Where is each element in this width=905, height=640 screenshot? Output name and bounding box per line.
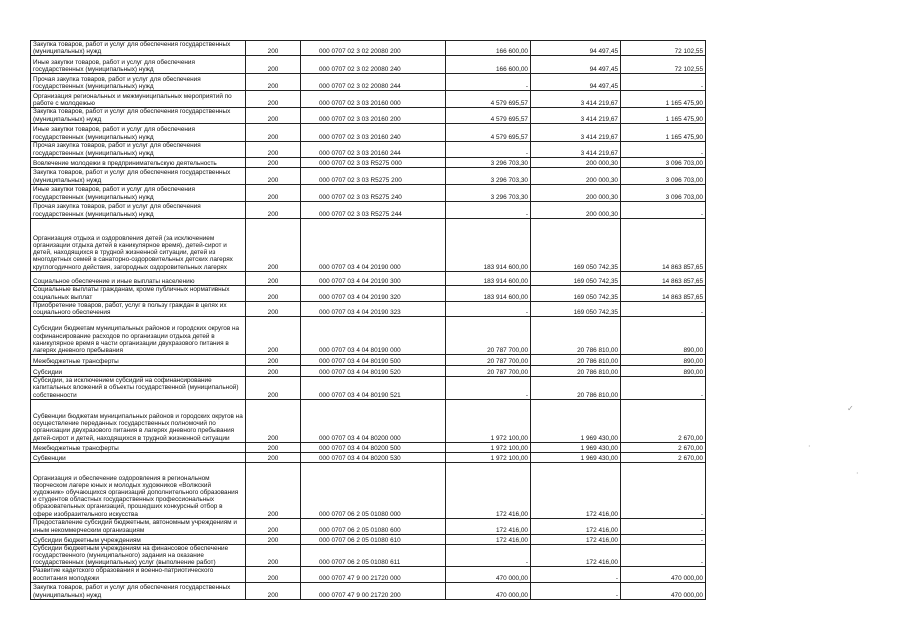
table-body (31, 41, 706, 600)
unexecuted-amount-cell: - (621, 377, 706, 400)
approved-amount-cell: 183 914 600,00 (446, 218, 531, 271)
line-code-cell: 200 (246, 201, 301, 218)
executed-amount-cell: 3 414 219,67 (531, 141, 621, 157)
approved-amount-cell: 172 416,00 (446, 518, 531, 534)
executed-amount-cell: 1 969 430,00 (531, 442, 621, 452)
budget-classification-cell: 000 0707 03 4 04 20190 320 (301, 285, 446, 301)
approved-amount-cell: 3 296 703,30 (446, 157, 531, 167)
row-name-cell: Организация отдыха и оздоровления детей (за исключением организации отдыха детей в каникулярное время), детей-сирот и детей, находящихся в трудной жизненной ситуации, детей из многодетных семей в санаторно-оздоровительных детских лагерях круглогодичного действия, загородных оздоровительных лагерях (31, 218, 246, 271)
unexecuted-amount-cell: - (621, 74, 706, 91)
budget-classification-cell: 000 0707 02 3 03 R5275 244 (301, 201, 446, 218)
approved-amount-cell: - (446, 544, 531, 567)
approved-amount-cell: 20 787 700,00 (446, 317, 531, 355)
unexecuted-amount-cell: 2 670,00 (621, 442, 706, 452)
table-row (31, 123, 706, 141)
approved-amount-cell: 166 600,00 (446, 56, 531, 74)
approved-amount-cell: 4 579 695,57 (446, 91, 531, 108)
line-code-cell: 200 (246, 442, 301, 452)
budget-classification-cell: 000 0707 02 3 03 20160 000 (301, 91, 446, 108)
budget-classification-cell: 000 0707 03 4 04 80200 500 (301, 442, 446, 452)
approved-amount-cell: - (446, 301, 531, 316)
executed-amount-cell: 20 786 810,00 (531, 377, 621, 400)
executed-amount-cell: - (531, 567, 621, 582)
unexecuted-amount-cell: - (621, 544, 706, 567)
line-code-cell: 200 (246, 218, 301, 271)
approved-amount-cell: 1 972 100,00 (446, 399, 531, 442)
row-name-cell: Субсидии (31, 366, 246, 377)
table-row (31, 462, 706, 518)
budget-classification-cell: 000 0707 02 3 02 20080 244 (301, 74, 446, 91)
table-row (31, 271, 706, 285)
line-code-cell: 200 (246, 534, 301, 544)
approved-amount-cell: 1 972 100,00 (446, 452, 531, 462)
budget-classification-cell: 000 0707 03 4 04 80200 530 (301, 452, 446, 462)
unexecuted-amount-cell: 14 863 857,65 (621, 218, 706, 271)
unexecuted-amount-cell: 470 000,00 (621, 582, 706, 599)
table-row (31, 582, 706, 599)
unexecuted-amount-cell: - (621, 141, 706, 157)
row-name-cell: Закупка товаров, работ и услуг для обеспечения государственных (муниципальных) нужд (31, 167, 246, 184)
executed-amount-cell: 20 786 810,00 (531, 366, 621, 377)
budget-classification-cell: 000 0707 02 3 03 R5275 000 (301, 157, 446, 167)
row-name-cell: Иные закупки товаров, работ и услуг для обеспечения государственных (муниципальных) нужд (31, 56, 246, 74)
budget-classification-cell: 000 0707 02 3 02 20080 200 (301, 41, 446, 56)
line-code-cell: 200 (246, 355, 301, 366)
table-row (31, 157, 706, 167)
line-code-cell: 200 (246, 141, 301, 157)
line-code-cell: 200 (246, 518, 301, 534)
table-row (31, 366, 706, 377)
budget-classification-cell: 000 0707 47 9 00 21720 200 (301, 582, 446, 599)
row-name-cell: Прочая закупка товаров, работ и услуг для обеспечения государственных (муниципальных) нужд (31, 141, 246, 157)
line-code-cell: 200 (246, 582, 301, 599)
executed-amount-cell: 3 414 219,67 (531, 123, 621, 141)
unexecuted-amount-cell: 1 165 475,90 (621, 108, 706, 123)
executed-amount-cell: 172 416,00 (531, 544, 621, 567)
approved-amount-cell: 20 787 700,00 (446, 355, 531, 366)
row-name-cell: Субсидии, за исключением субсидий на софинансирование капитальных вложений в объекты государственной (муниципальной) собственности (31, 377, 246, 400)
row-name-cell: Социальное обеспечение и иные выплаты населению (31, 271, 246, 285)
budget-classification-cell: 000 0707 47 9 00 21720 000 (301, 567, 446, 582)
table-row (31, 301, 706, 316)
approved-amount-cell: 470 000,00 (446, 567, 531, 582)
table-row (31, 399, 706, 442)
budget-classification-cell: 000 0707 03 4 04 80190 000 (301, 317, 446, 355)
row-name-cell: Субвенции (31, 452, 246, 462)
budget-classification-cell: 000 0707 02 3 03 R5275 200 (301, 167, 446, 184)
budget-classification-cell: 000 0707 02 3 03 20160 200 (301, 108, 446, 123)
line-code-cell: 200 (246, 462, 301, 518)
approved-amount-cell: 3 296 703,30 (446, 167, 531, 184)
table-row (31, 518, 706, 534)
table-row (31, 184, 706, 201)
line-code-cell: 200 (246, 399, 301, 442)
unexecuted-amount-cell: - (621, 201, 706, 218)
row-name-cell: Субсидии бюджетам муниципальных районов и городских округов на софинансирование расходов по организации отдыха детей в каникулярное время в части организации двухразового питания в лагерях дневного пребывания (31, 317, 246, 355)
scan-mark: ✓ (847, 404, 854, 413)
row-name-cell: Субвенции бюджетам муниципальных районов и городских округов на осуществление переданных государственных полномочий по организации двухразового питания в лагерях дневного пребывания детей-сирот и детей, находящихся в трудной жизненной ситуации (31, 399, 246, 442)
table-row (31, 452, 706, 462)
line-code-cell: 200 (246, 544, 301, 567)
table-row (31, 377, 706, 400)
executed-amount-cell: 94 497,45 (531, 74, 621, 91)
line-code-cell: 200 (246, 377, 301, 400)
executed-amount-cell: 94 497,45 (531, 56, 621, 74)
executed-amount-cell: 3 414 219,67 (531, 108, 621, 123)
budget-classification-cell: 000 0707 03 4 04 80190 521 (301, 377, 446, 400)
approved-amount-cell: 4 579 695,57 (446, 108, 531, 123)
row-name-cell: Закупка товаров, работ и услуг для обеспечения государственных (муниципальных) нужд (31, 108, 246, 123)
unexecuted-amount-cell: 470 000,00 (621, 567, 706, 582)
approved-amount-cell: - (446, 201, 531, 218)
budget-execution-table (30, 40, 706, 600)
approved-amount-cell: 470 000,00 (446, 582, 531, 599)
executed-amount-cell: 169 050 742,35 (531, 285, 621, 301)
budget-classification-cell: 000 0707 03 4 04 20190 000 (301, 218, 446, 271)
unexecuted-amount-cell: 890,00 (621, 355, 706, 366)
line-code-cell: 200 (246, 74, 301, 91)
approved-amount-cell: 183 914 600,00 (446, 271, 531, 285)
table-row (31, 141, 706, 157)
line-code-cell: 200 (246, 452, 301, 462)
executed-amount-cell: 200 000,30 (531, 157, 621, 167)
budget-classification-cell: 000 0707 02 3 03 20160 240 (301, 123, 446, 141)
executed-amount-cell: 172 416,00 (531, 462, 621, 518)
line-code-cell: 200 (246, 184, 301, 201)
budget-classification-cell: 000 0707 02 3 03 20160 244 (301, 141, 446, 157)
table-row (31, 108, 706, 123)
executed-amount-cell: 172 416,00 (531, 518, 621, 534)
executed-amount-cell: 169 050 742,35 (531, 301, 621, 316)
approved-amount-cell: 172 416,00 (446, 534, 531, 544)
executed-amount-cell: 1 969 430,00 (531, 452, 621, 462)
unexecuted-amount-cell: 890,00 (621, 366, 706, 377)
row-name-cell: Вовлечение молодежи в предпринимательскую деятельность (31, 157, 246, 167)
executed-amount-cell: 1 969 430,00 (531, 399, 621, 442)
line-code-cell: 200 (246, 167, 301, 184)
row-name-cell: Организация и обеспечение оздоровления в региональном творческом лагере юных и молодых художников «Волжский художник» обучающихся организаций дополнительного образования и студентов областных государственных профессиональных образовательных организаций, прошедших конкурсный отбор в сфере изобразительного искусства (31, 462, 246, 518)
unexecuted-amount-cell: 72 102,55 (621, 41, 706, 56)
line-code-cell: 200 (246, 366, 301, 377)
unexecuted-amount-cell: 1 165 475,90 (621, 123, 706, 141)
table-row (31, 167, 706, 184)
unexecuted-amount-cell: 3 096 703,00 (621, 167, 706, 184)
table-row (31, 74, 706, 91)
table-row (31, 201, 706, 218)
executed-amount-cell: 172 416,00 (531, 534, 621, 544)
row-name-cell: Иные закупки товаров, работ и услуг для обеспечения государственных (муниципальных) нужд (31, 184, 246, 201)
table-row (31, 544, 706, 567)
line-code-cell: 200 (246, 567, 301, 582)
budget-classification-cell: 000 0707 06 2 05 01080 610 (301, 534, 446, 544)
line-code-cell: 200 (246, 317, 301, 355)
approved-amount-cell: - (446, 141, 531, 157)
table-row (31, 534, 706, 544)
table-row (31, 91, 706, 108)
unexecuted-amount-cell: 1 165 475,90 (621, 91, 706, 108)
unexecuted-amount-cell: 14 863 857,65 (621, 271, 706, 285)
row-name-cell: Закупка товаров, работ и услуг для обеспечения государственных (муниципальных) нужд (31, 582, 246, 599)
approved-amount-cell: - (446, 74, 531, 91)
approved-amount-cell: 1 972 100,00 (446, 442, 531, 452)
executed-amount-cell: 169 050 742,35 (531, 271, 621, 285)
line-code-cell: 200 (246, 108, 301, 123)
line-code-cell: 200 (246, 271, 301, 285)
table-row (31, 41, 706, 56)
approved-amount-cell: 183 914 600,00 (446, 285, 531, 301)
budget-classification-cell: 000 0707 06 2 05 01080 611 (301, 544, 446, 567)
executed-amount-cell: 94 497,45 (531, 41, 621, 56)
row-name-cell: Субсидии бюджетным учреждениям (31, 534, 246, 544)
unexecuted-amount-cell: 3 096 703,00 (621, 157, 706, 167)
unexecuted-amount-cell: 72 102,55 (621, 56, 706, 74)
executed-amount-cell: 169 050 742,35 (531, 218, 621, 271)
line-code-cell: 200 (246, 285, 301, 301)
executed-amount-cell: - (531, 582, 621, 599)
row-name-cell: Закупка товаров, работ и услуг для обеспечения государственных (муниципальных) нужд (31, 41, 246, 56)
budget-classification-cell: 000 0707 02 3 02 20080 240 (301, 56, 446, 74)
budget-classification-cell: 000 0707 02 3 03 R5275 240 (301, 184, 446, 201)
row-name-cell: Развитие кадетского образования и военно-патриотического воспитания молодежи (31, 567, 246, 582)
unexecuted-amount-cell: - (621, 518, 706, 534)
budget-classification-cell: 000 0707 03 4 04 80190 520 (301, 366, 446, 377)
line-code-cell: 200 (246, 91, 301, 108)
row-name-cell: Прочая закупка товаров, работ и услуг для обеспечения государственных (муниципальных) нужд (31, 201, 246, 218)
executed-amount-cell: 200 000,30 (531, 167, 621, 184)
row-name-cell: Социальные выплаты гражданам, кроме публичных нормативных социальных выплат (31, 285, 246, 301)
table-row (31, 56, 706, 74)
budget-classification-cell: 000 0707 06 2 05 01080 600 (301, 518, 446, 534)
approved-amount-cell: 172 416,00 (446, 462, 531, 518)
unexecuted-amount-cell: 2 670,00 (621, 399, 706, 442)
row-name-cell: Межбюджетные трансферты (31, 442, 246, 452)
scan-mark: · (856, 469, 859, 478)
line-code-cell: 200 (246, 123, 301, 141)
budget-classification-cell: 000 0707 03 4 04 80190 500 (301, 355, 446, 366)
approved-amount-cell: - (446, 377, 531, 400)
line-code-cell: 200 (246, 41, 301, 56)
unexecuted-amount-cell: 890,00 (621, 317, 706, 355)
scan-mark: · (808, 442, 811, 451)
row-name-cell: Предоставление субсидий бюджетным, автономным учреждениям и иным некоммерческим организациям (31, 518, 246, 534)
table-row (31, 285, 706, 301)
line-code-cell: 200 (246, 157, 301, 167)
unexecuted-amount-cell: - (621, 462, 706, 518)
unexecuted-amount-cell: - (621, 534, 706, 544)
approved-amount-cell: 3 296 703,30 (446, 184, 531, 201)
table-row (31, 442, 706, 452)
table-row (31, 317, 706, 355)
row-name-cell: Организация региональных и межмуниципальных мероприятий по работе с молодежью (31, 91, 246, 108)
line-code-cell: 200 (246, 56, 301, 74)
approved-amount-cell: 20 787 700,00 (446, 366, 531, 377)
unexecuted-amount-cell: - (621, 301, 706, 316)
row-name-cell: Субсидии бюджетным учреждениям на финансовое обеспечение государственного (муниципального) задания на оказание государственных (муниципальных) услуг (выполнение работ) (31, 544, 246, 567)
approved-amount-cell: 166 600,00 (446, 41, 531, 56)
approved-amount-cell: 4 579 695,57 (446, 123, 531, 141)
executed-amount-cell: 200 000,30 (531, 201, 621, 218)
line-code-cell: 200 (246, 301, 301, 316)
budget-classification-cell: 000 0707 03 4 04 20190 300 (301, 271, 446, 285)
executed-amount-cell: 200 000,30 (531, 184, 621, 201)
budget-classification-cell: 000 0707 03 4 04 80200 000 (301, 399, 446, 442)
budget-classification-cell: 000 0707 06 2 05 01080 000 (301, 462, 446, 518)
executed-amount-cell: 20 786 810,00 (531, 355, 621, 366)
table-row (31, 567, 706, 582)
executed-amount-cell: 3 414 219,67 (531, 91, 621, 108)
row-name-cell: Приобретение товаров, работ, услуг в пользу граждан в целях их социального обеспечения (31, 301, 246, 316)
executed-amount-cell: 20 786 810,00 (531, 317, 621, 355)
table-row (31, 218, 706, 271)
unexecuted-amount-cell: 3 096 703,00 (621, 184, 706, 201)
budget-classification-cell: 000 0707 03 4 04 20190 323 (301, 301, 446, 316)
unexecuted-amount-cell: 2 670,00 (621, 452, 706, 462)
table-row (31, 355, 706, 366)
row-name-cell: Межбюджетные трансферты (31, 355, 246, 366)
row-name-cell: Иные закупки товаров, работ и услуг для обеспечения государственных (муниципальных) нужд (31, 123, 246, 141)
unexecuted-amount-cell: 14 863 857,65 (621, 285, 706, 301)
row-name-cell: Прочая закупка товаров, работ и услуг для обеспечения государственных (муниципальных) нужд (31, 74, 246, 91)
